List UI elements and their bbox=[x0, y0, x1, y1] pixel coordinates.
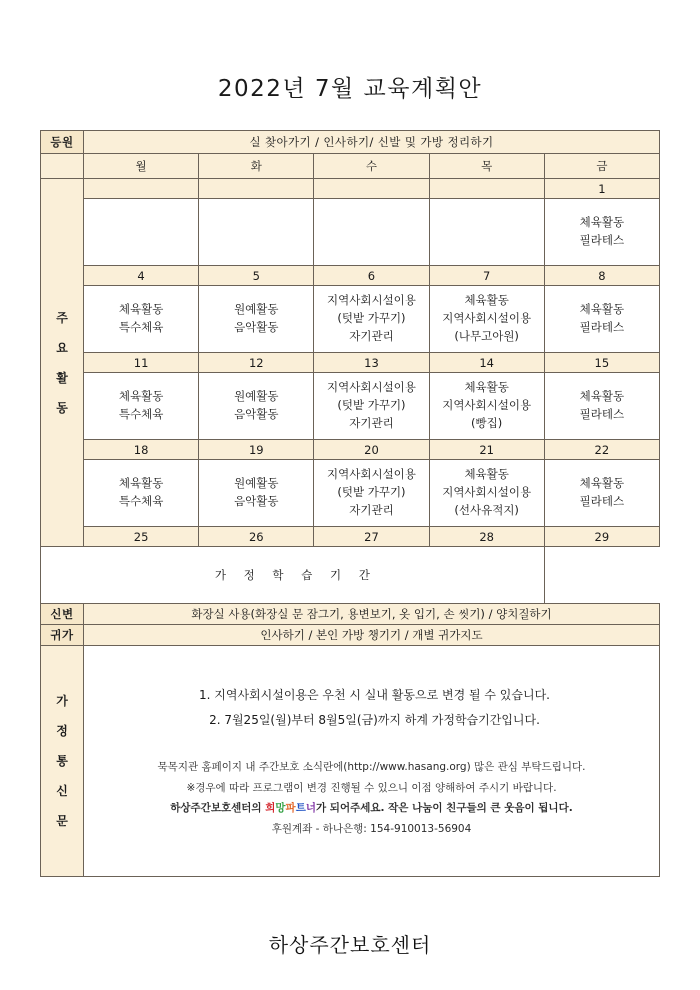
date-cell: 21 bbox=[429, 440, 544, 460]
date-cell bbox=[314, 179, 429, 199]
week-1-activity-row bbox=[41, 199, 660, 266]
list-item: 2. 7월25일(월)부터 8월5일(금)까지 하계 가정학습기간입니다. bbox=[209, 713, 540, 728]
day-header-mon: 월 bbox=[84, 154, 199, 179]
day-header-fri: 금 bbox=[544, 154, 659, 179]
newsletter-content bbox=[84, 646, 660, 877]
date-cell bbox=[199, 179, 314, 199]
home-study-row bbox=[41, 547, 660, 604]
activity-cell bbox=[199, 199, 314, 266]
activity-cell: 원예활동 음악활동 bbox=[199, 460, 314, 527]
date-cell: 1 bbox=[544, 179, 659, 199]
date-cell: 5 bbox=[199, 266, 314, 286]
arrival-row bbox=[41, 131, 660, 154]
activity-cell: 원예활동 음악활동 bbox=[199, 286, 314, 353]
activity-cell bbox=[314, 199, 429, 266]
hope-char-2: 망 bbox=[275, 802, 286, 815]
hope-char-5: 너 bbox=[305, 802, 316, 815]
arrival-label: 등원 bbox=[41, 131, 84, 154]
hope-suffix: 가 되어주세요. 작은 나눔이 친구들의 큰 웃음이 됩니다. bbox=[316, 802, 573, 815]
newsletter-footer-block bbox=[84, 757, 659, 839]
date-cell: 18 bbox=[84, 440, 199, 460]
activity-cell: 체육활동 지역사회시설이용 (나무고아원) bbox=[429, 286, 544, 353]
date-cell: 27 bbox=[314, 527, 429, 547]
date-cell: 15 bbox=[544, 353, 659, 373]
departure-row bbox=[41, 625, 660, 646]
activity-cell: 체육활동 지역사회시설이용 (빵집) bbox=[429, 373, 544, 440]
hope-char-3: 파 bbox=[285, 802, 296, 815]
date-cell: 28 bbox=[429, 527, 544, 547]
date-cell: 8 bbox=[544, 266, 659, 286]
main-activity-label-spacer bbox=[41, 154, 84, 179]
week-3-activity-row bbox=[41, 373, 660, 440]
activity-cell: 원예활동 음악활동 bbox=[199, 373, 314, 440]
hygiene-row bbox=[41, 604, 660, 625]
main-activity-label-text: 주 요 활 동 bbox=[56, 310, 68, 415]
donation-account: 후원계좌 - 하나은행: 154-910013-56904 bbox=[271, 822, 472, 835]
date-cell: 29 bbox=[544, 527, 659, 547]
date-cell: 22 bbox=[544, 440, 659, 460]
weekday-header-row bbox=[41, 154, 660, 179]
week-3-date-row bbox=[41, 353, 660, 373]
activity-cell: 체육활동 필라테스 bbox=[544, 373, 659, 440]
date-cell: 14 bbox=[429, 353, 544, 373]
plan-table-container bbox=[40, 130, 660, 877]
activity-cell: 체육활동 필라테스 bbox=[544, 460, 659, 527]
hope-partner-line bbox=[84, 798, 659, 818]
date-cell bbox=[429, 179, 544, 199]
hope-prefix: 하상주간보호센터의 bbox=[170, 802, 266, 815]
date-cell: 12 bbox=[199, 353, 314, 373]
newsletter-label-text: 가 정 통 신 문 bbox=[56, 694, 68, 828]
newsletter-row bbox=[41, 646, 660, 877]
departure-label: 귀가 bbox=[41, 625, 84, 646]
organization-footer: 하상주간보호센터 bbox=[268, 933, 432, 957]
newsletter-label bbox=[41, 646, 84, 877]
activity-cell: 체육활동 지역사회시설이용 (선사유적지) bbox=[429, 460, 544, 527]
day-header-tue: 화 bbox=[199, 154, 314, 179]
main-activity-label bbox=[41, 179, 84, 547]
week-2-activity-row bbox=[41, 286, 660, 353]
hygiene-label: 신변 bbox=[41, 604, 84, 625]
home-study-period: 가 정 학 습 기 간 bbox=[41, 547, 545, 604]
activity-cell bbox=[429, 199, 544, 266]
newsletter-item-list bbox=[84, 683, 659, 733]
date-cell: 25 bbox=[84, 527, 199, 547]
date-cell: 4 bbox=[84, 266, 199, 286]
week-2-date-row bbox=[41, 266, 660, 286]
date-cell: 19 bbox=[199, 440, 314, 460]
activity-cell: 지역사회시설이용 (텃밭 가꾸기) 자기관리 bbox=[314, 286, 429, 353]
monthly-plan-table bbox=[40, 130, 660, 877]
departure-routine: 인사하기 / 본인 가방 챙기기 / 개별 귀가지도 bbox=[84, 625, 660, 646]
list-item: 1. 지역사회시설이용은 우천 시 실내 활동으로 변경 될 수 있습니다. bbox=[199, 687, 550, 702]
program-change-notice: ※경우에 따라 프로그램이 변경 진행될 수 있으니 이점 양해하여 주시기 바랍니다. bbox=[186, 781, 557, 794]
date-cell: 20 bbox=[314, 440, 429, 460]
date-cell: 6 bbox=[314, 266, 429, 286]
activity-cell: 지역사회시설이용 (텃밭 가꾸기) 자기관리 bbox=[314, 373, 429, 440]
hope-char-4: 트 bbox=[295, 802, 306, 815]
arrival-routine: 실 찾아가기 / 인사하기/ 신발 및 가방 정리하기 bbox=[84, 131, 660, 154]
week-4-date-row bbox=[41, 440, 660, 460]
activity-cell: 체육활동 특수체육 bbox=[84, 286, 199, 353]
date-cell: 26 bbox=[199, 527, 314, 547]
hygiene-routine: 화장실 사용(화장실 문 잠그기, 용변보기, 옷 입기, 손 씻기) / 양치질하기 bbox=[84, 604, 660, 625]
activity-cell: 체육활동 필라테스 bbox=[544, 199, 659, 266]
hope-char-1: 희 bbox=[265, 802, 276, 815]
date-cell bbox=[84, 179, 199, 199]
week-4-activity-row bbox=[41, 460, 660, 527]
week-5-date-row bbox=[41, 527, 660, 547]
date-cell: 11 bbox=[84, 353, 199, 373]
day-header-thu: 목 bbox=[429, 154, 544, 179]
activity-cell bbox=[84, 199, 199, 266]
day-header-wed: 수 bbox=[314, 154, 429, 179]
week-1-date-row bbox=[41, 179, 660, 199]
date-cell: 7 bbox=[429, 266, 544, 286]
activity-cell: 지역사회시설이용 (텃밭 가꾸기) 자기관리 bbox=[314, 460, 429, 527]
date-cell: 13 bbox=[314, 353, 429, 373]
activity-cell: 체육활동 특수체육 bbox=[84, 373, 199, 440]
website-notice: 묵목지관 홈페이지 내 주간보호 소식란에(http://www.hasang.org) 많은 관심 부탁드립니다. bbox=[157, 761, 586, 774]
activity-cell: 체육활동 필라테스 bbox=[544, 286, 659, 353]
page-title: 2022년 7월 교육계획안 bbox=[217, 76, 483, 102]
activity-cell: 체육활동 특수체육 bbox=[84, 460, 199, 527]
